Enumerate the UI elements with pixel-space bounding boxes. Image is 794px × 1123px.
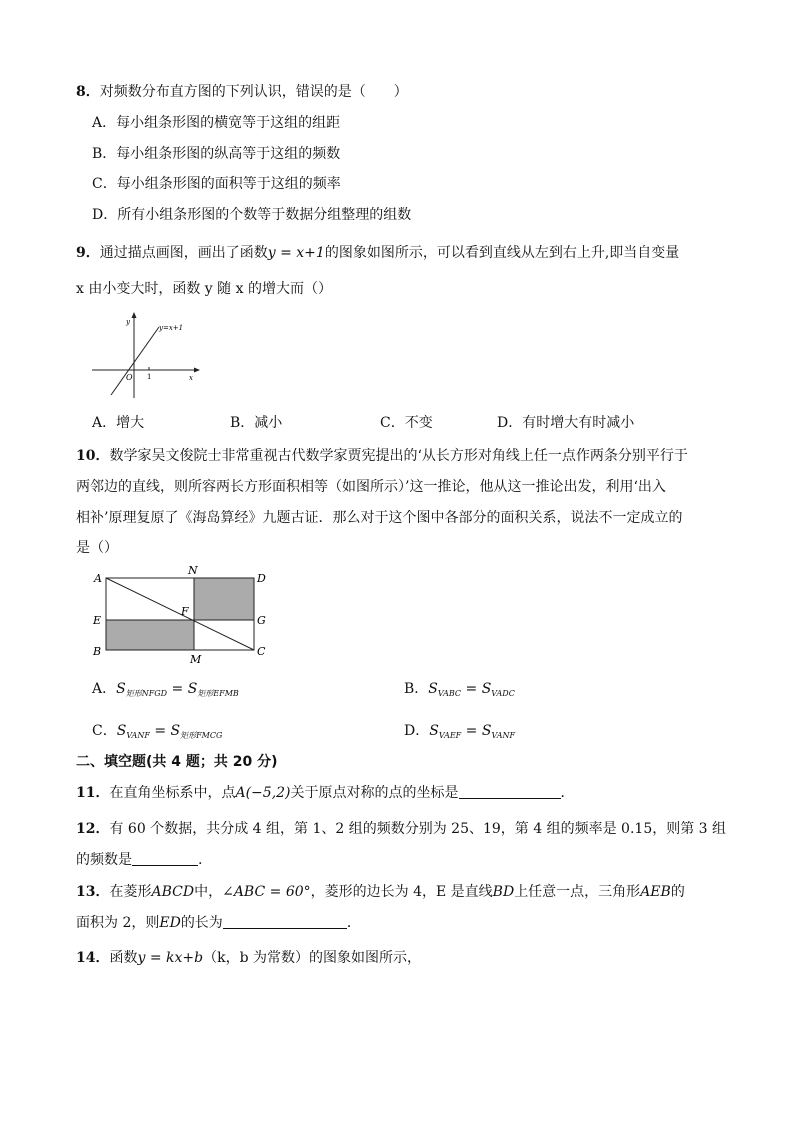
q9-option-c: C．不变 [380, 415, 433, 431]
q13-text: 在菱形 [109, 884, 152, 900]
q11-answer-blank[interactable] [459, 783, 561, 799]
q8-option-a: A．每小组条形图的横宽等于这组的组距 [92, 115, 341, 131]
area-symbol: S [116, 723, 127, 739]
q13-text: 的 [670, 884, 685, 900]
q13-line2 [76, 913, 361, 933]
q8-stem [76, 82, 408, 102]
area-subscript: 矩形EFMB [197, 689, 239, 698]
label-e: E [93, 614, 102, 627]
q13-text: 面积为 2，则 [76, 915, 160, 931]
label-b: B [93, 645, 102, 658]
area-symbol: S [187, 681, 198, 697]
q13-abcd: ABCD [151, 884, 195, 900]
q8-option-b: B．每小组条形图的纵高等于这组的频数 [92, 146, 341, 162]
q10-stem-line2: 两邻边的直线，则所容两长方形面积相等（如图所示）’这一推论，他从这一推论出发，利用‘出入 [76, 479, 666, 495]
option-letter: C． [92, 723, 117, 739]
q11-text-b: 关于原点对称的点的坐标是 [290, 785, 459, 801]
q10-stem-1: 数学家吴文俊院士非常重视古代数学家贾宪提出的‘从长方形对角线上任一点作两条分别平行于 [109, 448, 688, 464]
area-subscript: VADC [491, 689, 515, 698]
area-symbol: S [429, 723, 439, 739]
q10-option-c: C．$S_{VANF} = S_{矩形FMCG}$ [92, 723, 223, 740]
q10-stem-line1 [76, 446, 688, 466]
function-line [111, 327, 159, 395]
q10-option-d: D．$S_{VAEF} = S_{VANF}$ [404, 723, 516, 740]
label-m: M [190, 653, 202, 666]
q14-formula: y = kx+b [137, 950, 204, 966]
q10-figure [88, 562, 278, 666]
q10-number: 10． [76, 448, 110, 464]
label-c: C [257, 645, 266, 658]
q10-option-b: B．$S_{VABC} = S_{VADC}$ [404, 681, 515, 698]
q13-line1 [76, 882, 685, 902]
q13-bd: BD [492, 884, 515, 900]
q9-stem-a: 通过描点画图，画出了函数 [99, 245, 268, 261]
area-symbol: S [481, 723, 492, 739]
y-axis-arrow [132, 312, 137, 318]
q10-stem-line3: 相补’原理复原了《海岛算经》九题古证．那么对于这个图中各部分的面积关系，说法不一定成立的 [76, 510, 683, 526]
tick-label: 1 [147, 373, 152, 381]
q13-aeb: AEB [640, 884, 671, 900]
q14-text-b: （k，b 为常数）的图象如图所示， [203, 950, 422, 966]
label-a: A [94, 572, 102, 585]
area-subscript: VANF [126, 731, 150, 740]
q13-number: 13． [76, 884, 110, 900]
q12-line2 [76, 850, 202, 870]
q10-stem-line4: 是（） [76, 540, 118, 556]
q9-option-d: D．有时增大有时减小 [497, 415, 635, 431]
q11-number: 11． [76, 785, 110, 801]
x-axis-label: x [189, 374, 193, 382]
q10-option-a: A．$S_{矩形NFGD} = S_{矩形EFMB}$ [92, 681, 239, 698]
q8-option-c: C．每小组条形图的面积等于这组的频率 [92, 176, 341, 192]
q12-number: 12． [76, 821, 110, 837]
label-g: G [257, 614, 266, 627]
area-symbol: S [481, 681, 492, 697]
q12-text-1: 有 60 个数据，共分成 4 组，第 1、2 组的频数分别为 25、19，第 4 组的频率是 0.15，则第 3 组 [109, 821, 727, 837]
q13-text: 的长为 [180, 915, 223, 931]
q8-number: 8． [76, 84, 100, 100]
x-axis-arrow [194, 368, 200, 373]
area-symbol: S [428, 681, 438, 697]
q13-answer-blank[interactable] [223, 913, 347, 929]
area-subscript: 矩形NFGD [125, 689, 168, 698]
area-subscript: VAEF [438, 731, 462, 740]
rect-efmb-shaded [106, 620, 194, 650]
q12-answer-blank[interactable] [132, 850, 198, 866]
q9-option-a: A．增大 [92, 415, 145, 431]
q12-line1 [76, 819, 726, 839]
q9-number: 9． [76, 245, 100, 261]
q9-stem [76, 243, 679, 263]
y-axis-label: y [126, 318, 130, 326]
q8-stem-text: 对频数分布直方图的下列认识，错误的是（ ） [99, 84, 408, 100]
q14 [76, 948, 421, 968]
origin-label: O [126, 373, 133, 382]
q9-stem-b: 的图象如图所示，可以看到直线从左到右上升,即当自变量 [324, 245, 680, 261]
q9-option-b: B．减小 [230, 415, 283, 431]
q14-text-a: 函数 [109, 950, 138, 966]
q9-formula: y = x+1 [267, 245, 325, 261]
area-subscript: VABC [437, 689, 462, 698]
q13-angle: ∠ABC = 60° [222, 884, 311, 900]
q12-tail: . [198, 852, 203, 868]
q8-option-d: D．所有小组条形图的个数等于数据分组整理的组数 [92, 207, 412, 223]
q13-text: 上任意一点，三角形 [514, 884, 641, 900]
area-symbol: S [170, 723, 181, 739]
q9-graph [90, 310, 200, 400]
label-d: D [257, 572, 266, 585]
q11-point: A(−5,2) [235, 785, 291, 801]
q11 [76, 783, 575, 803]
q12-text-2: 的频数是 [76, 852, 132, 868]
q11-text-a: 在直角坐标系中，点 [109, 785, 236, 801]
line-label: y=x+1 [159, 324, 184, 332]
q13-text: ，菱形的边长为 4，E 是直线 [310, 884, 493, 900]
label-f: F [181, 605, 189, 618]
q9-stem-line2: x 由小变大时，函数 y 随 x 的增大而（） [76, 281, 332, 297]
q14-number: 14． [76, 950, 110, 966]
area-subscript: 矩形FMCG [180, 731, 223, 740]
label-n: N [188, 564, 198, 577]
q13-text: 中， [194, 884, 223, 900]
option-letter: D． [404, 723, 430, 739]
section-2-heading: 二、填空题(共 4 题；共 20 分) [76, 754, 278, 770]
area-symbol: S [116, 681, 126, 697]
q11-tail: ． [560, 785, 575, 801]
area-subscript: VANF [491, 731, 516, 740]
q13-tail: ． [346, 915, 361, 931]
q13-ed: ED [159, 915, 181, 931]
option-letter: B． [404, 681, 429, 697]
option-letter: A． [92, 681, 117, 697]
rect-nfgd-shaded [194, 578, 254, 620]
